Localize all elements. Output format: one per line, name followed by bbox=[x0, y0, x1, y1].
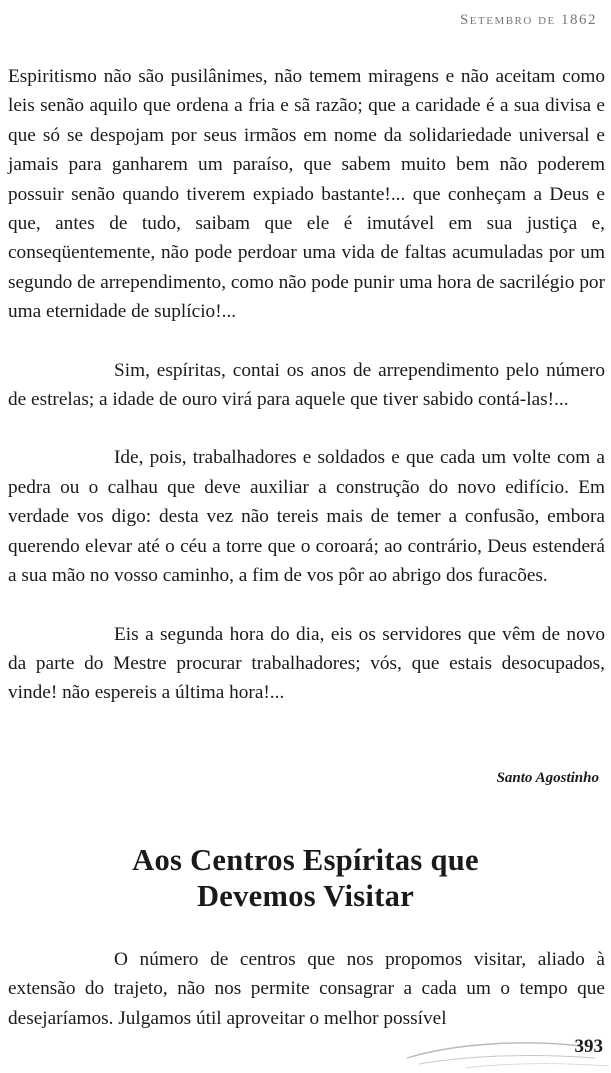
section-title bbox=[0, 842, 611, 914]
paragraph: Ide, pois, trabalhadores e soldados e que cada um volte com a pedra ou o calhau que deve auxiliar a construção do novo edifício. Em verdade vos digo: desta vez não tereis mais de temer a confusão, embora querendo elevar até o céu a torre que o coroará; ao contrário, Deus estenderá a sua mão no vosso caminho, a fim de vos pôr ao abrigo dos furacões. bbox=[8, 447, 605, 587]
page-number: 393 bbox=[574, 1036, 603, 1057]
author-signature: Santo Agostinho bbox=[496, 770, 599, 786]
body-text bbox=[8, 62, 605, 708]
paragraph: Sim, espíritas, contai os anos de arrependimento pelo número de estrelas; a idade de ouro virá para aquele que tiver sabido contá-las!... bbox=[8, 359, 605, 411]
section-paragraph: O número de centros que nos propomos visitar, aliado à extensão do trajeto, não nos permite consagrar a cada um o tempo que desejaríamos. Julgamos útil aproveitar o melhor possível bbox=[8, 949, 605, 1029]
paragraph: Espiritismo não são pusilânimes, não temem miragens e não aceitam como leis senão aquilo que ordena a fria e sã razão; que a caridade é a sua divisa e que só se despojam por seus irmãos em nome da solidariedade universal e jamais para ganharem um paraíso, que sabem muito bem não poderem possuir senão quando tiverem expiado bastante!... que conheçam a Deus e que, antes de tudo, saibam que ele é imutável em sua justiça e, conseqüentemente, não pode perdoar uma vida de faltas acumuladas por um segundo de arrependimento, como não pode punir uma hora de sacrilégio por uma eternidade de suplício!... bbox=[8, 66, 605, 323]
paragraph: Eis a segunda hora do dia, eis os servidores que vêm de novo da parte do Mestre procurar trabalhadores; vós, que estais desocupados, vinde! não espereis a última hora!... bbox=[8, 623, 605, 704]
section-title-line: Devemos Visitar bbox=[196, 879, 415, 913]
running-header: Setembro de 1862 bbox=[459, 12, 597, 28]
section-title-line: Aos Centros Espíritas que bbox=[132, 843, 479, 877]
